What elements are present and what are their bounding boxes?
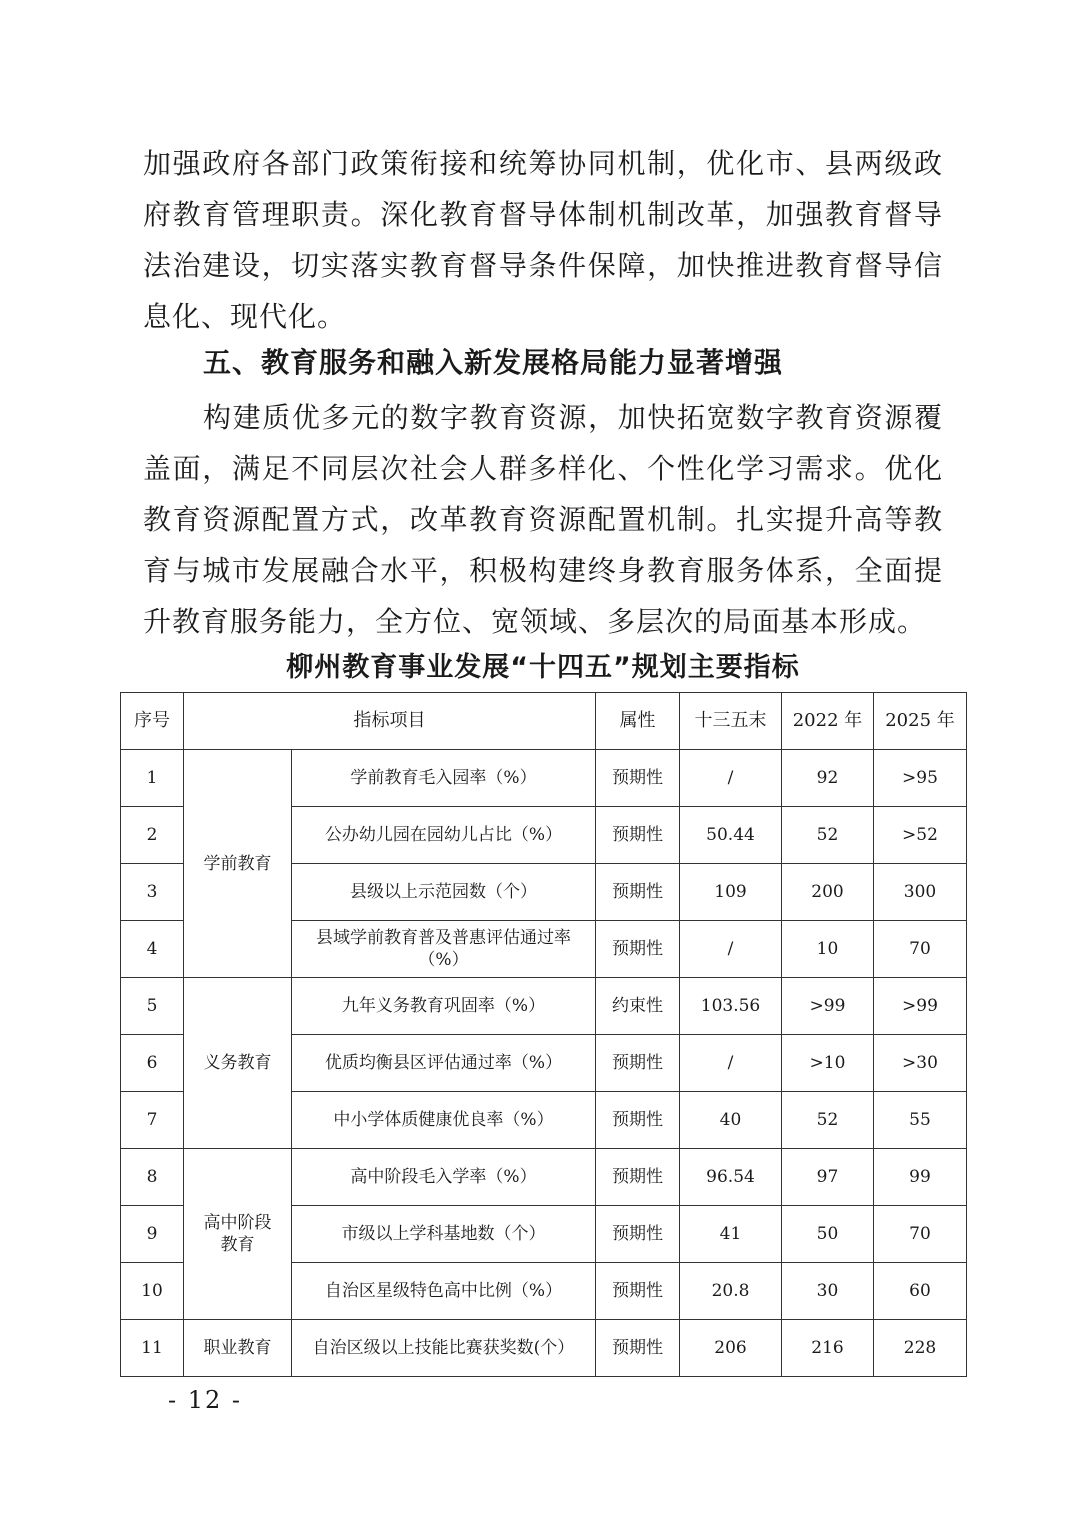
paragraph-education-service: 构建质优多元的数字教育资源，加快拓宽数字教育资源覆盖面，满足不同层次社会人群多样化、个性化学习需求。优化教育资源配置方式，改革教育资源配置机制。扎实提升高等教育与城市发展融合水平，积极构建终身教育服务体系，全面提升教育服务能力，全方位、宽领域、多层次的局面基本形成。 [143, 401, 943, 638]
table-header-row [121, 693, 967, 750]
cell-item: 九年义务教育巩固率（%） [292, 978, 596, 1035]
cell-end13: 41 [680, 1206, 782, 1263]
cell-attr: 预期性 [596, 1092, 680, 1149]
cell-2022: 97 [782, 1149, 874, 1206]
cell-2022: >99 [782, 978, 874, 1035]
cell-end13: / [680, 1035, 782, 1092]
cell-end13: / [680, 921, 782, 978]
header-no: 序号 [121, 693, 184, 750]
cell-attr: 预期性 [596, 1263, 680, 1320]
header-item: 指标项目 [184, 693, 596, 750]
cell-end13: 20.8 [680, 1263, 782, 1320]
cell-2025: 70 [874, 921, 967, 978]
header-2025: 2025 年 [874, 693, 967, 750]
cell-end13: / [680, 750, 782, 807]
cell-2025: >99 [874, 978, 967, 1035]
cell-end13: 103.56 [680, 978, 782, 1035]
cell-no: 5 [121, 978, 184, 1035]
cell-2022: 200 [782, 864, 874, 921]
cell-no: 10 [121, 1263, 184, 1320]
cell-end13: 40 [680, 1092, 782, 1149]
cell-2022: 50 [782, 1206, 874, 1263]
table-row [121, 750, 967, 807]
cell-item: 县级以上示范园数（个） [292, 864, 596, 921]
cell-no: 11 [121, 1320, 184, 1377]
cell-2025: >30 [874, 1035, 967, 1092]
group-highschool: 高中阶段教育 [184, 1149, 292, 1320]
cell-2025: 70 [874, 1206, 967, 1263]
table-row [121, 1320, 967, 1377]
cell-no: 9 [121, 1206, 184, 1263]
table-title: 柳州教育事业发展“十四五”规划主要指标 [286, 652, 800, 683]
cell-2022: 52 [782, 1092, 874, 1149]
cell-end13: 96.54 [680, 1149, 782, 1206]
cell-no: 7 [121, 1092, 184, 1149]
cell-end13: 109 [680, 864, 782, 921]
cell-attr: 预期性 [596, 807, 680, 864]
cell-attr: 预期性 [596, 1320, 680, 1377]
cell-item: 学前教育毛入园率（%） [292, 750, 596, 807]
cell-end13: 50.44 [680, 807, 782, 864]
cell-2022: 216 [782, 1320, 874, 1377]
cell-no: 8 [121, 1149, 184, 1206]
cell-attr: 约束性 [596, 978, 680, 1035]
cell-2025: 300 [874, 864, 967, 921]
table-row [121, 978, 967, 1035]
cell-2022: >10 [782, 1035, 874, 1092]
cell-attr: 预期性 [596, 1149, 680, 1206]
cell-2022: 10 [782, 921, 874, 978]
header-2022: 2022 年 [782, 693, 874, 750]
cell-attr: 预期性 [596, 864, 680, 921]
cell-2022: 92 [782, 750, 874, 807]
group-vocational: 职业教育 [184, 1320, 292, 1377]
cell-no: 1 [121, 750, 184, 807]
section-heading-5: 五、教育服务和融入新发展格局能力显著增强 [203, 346, 784, 379]
cell-no: 4 [121, 921, 184, 978]
cell-2025: 228 [874, 1320, 967, 1377]
page-number: - 12 - [168, 1386, 243, 1414]
group-compulsory: 义务教育 [184, 978, 292, 1149]
cell-attr: 预期性 [596, 750, 680, 807]
cell-item: 高中阶段毛入学率（%） [292, 1149, 596, 1206]
cell-2025: 60 [874, 1263, 967, 1320]
cell-2025: 99 [874, 1149, 967, 1206]
cell-no: 6 [121, 1035, 184, 1092]
header-end13: 十三五末 [680, 693, 782, 750]
group-preschool: 学前教育 [184, 750, 292, 978]
cell-2022: 52 [782, 807, 874, 864]
cell-item: 县域学前教育普及普惠评估通过率（%） [292, 921, 596, 978]
header-attr: 属性 [596, 693, 680, 750]
cell-item: 中小学体质健康优良率（%） [292, 1092, 596, 1149]
cell-item: 自治区星级特色高中比例（%） [292, 1263, 596, 1320]
cell-attr: 预期性 [596, 1206, 680, 1263]
cell-attr: 预期性 [596, 1035, 680, 1092]
cell-no: 3 [121, 864, 184, 921]
cell-item: 公办幼儿园在园幼儿占比（%） [292, 807, 596, 864]
cell-no: 2 [121, 807, 184, 864]
indicators-table [120, 692, 967, 1377]
cell-attr: 预期性 [596, 921, 680, 978]
cell-item: 自治区级以上技能比赛获奖数(个） [292, 1320, 596, 1377]
paragraph-governance: 加强政府各部门政策衔接和统筹协同机制，优化市、县两级政府教育管理职责。深化教育督导体制机制改革，加强教育督导法治建设，切实落实教育督导条件保障，加快推进教育督导信息化、现代化。 [143, 147, 943, 333]
cell-item: 优质均衡县区评估通过率（%） [292, 1035, 596, 1092]
cell-2025: 55 [874, 1092, 967, 1149]
table-row [121, 1149, 967, 1206]
cell-2025: >95 [874, 750, 967, 807]
cell-2025: >52 [874, 807, 967, 864]
cell-end13: 206 [680, 1320, 782, 1377]
cell-2022: 30 [782, 1263, 874, 1320]
cell-item: 市级以上学科基地数（个） [292, 1206, 596, 1263]
